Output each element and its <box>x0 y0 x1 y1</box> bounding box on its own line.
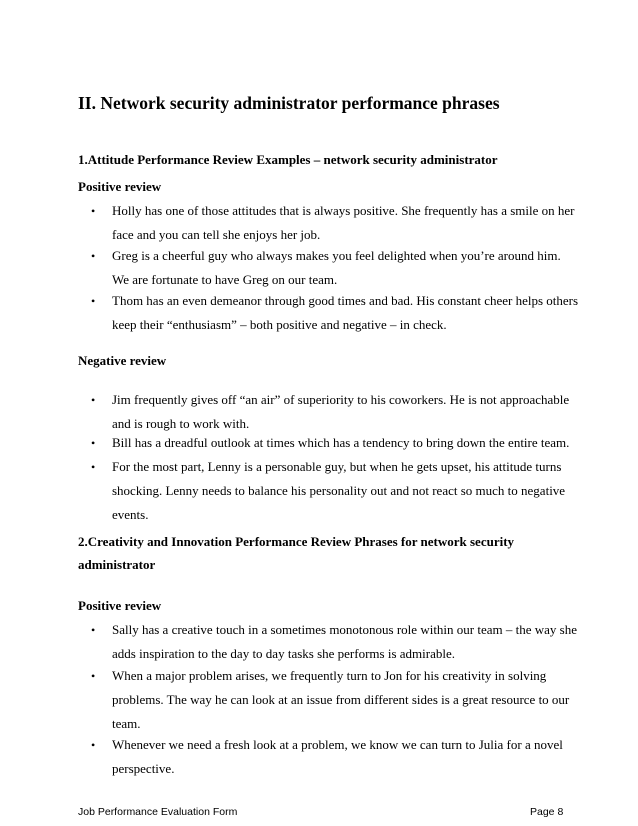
section2-title: 2.Creativity and Innovation Performance Review Phrases for network security <box>78 534 515 549</box>
list-item-line: and is rough to work with. <box>112 416 250 431</box>
section1-negative-label: Negative review <box>78 353 167 368</box>
list-item-line: Thom has an even demeanor through good times and bad. His constant cheer helps others <box>112 293 579 308</box>
list-item-line: Whenever we need a fresh look at a problem, we know we can turn to Julia for a novel <box>112 737 563 752</box>
list-item-line: Sally has a creative touch in a sometimes monotonous role within our team – the way she <box>112 622 578 637</box>
bullet-icon: • <box>91 436 96 450</box>
page-heading: II. Network security administrator performance phrases <box>78 93 500 113</box>
list-item-line: events. <box>112 507 149 522</box>
list-item-line: For the most part, Lenny is a personable guy, but when he gets upset, his attitude turns <box>112 459 562 474</box>
bullet-icon: • <box>91 738 96 752</box>
list-item-line: keep their “enthusiasm” – both positive and negative – in check. <box>112 317 447 332</box>
bullet-icon: • <box>91 669 96 683</box>
list-item-line: We are fortunate to have Greg on our team. <box>112 272 338 287</box>
bullet-icon: • <box>91 249 96 263</box>
list-item-line: perspective. <box>112 761 175 776</box>
list-item-line: Holly has one of those attitudes that is always positive. She frequently has a smile on her <box>112 203 575 218</box>
list-item-line: Greg is a cheerful guy who always makes you feel delighted when you’re around him. <box>112 248 561 263</box>
section1-positive-label: Positive review <box>78 179 162 194</box>
bullet-icon: • <box>91 623 96 637</box>
footer-page-number: Page 8 <box>530 806 564 818</box>
bullet-icon: • <box>91 393 96 407</box>
bullet-icon: • <box>91 294 96 308</box>
bullet-icon: • <box>91 204 96 218</box>
list-item-line: team. <box>112 716 141 731</box>
list-item-line: problems. The way he can look at an issue from different sides is a great resource to our <box>112 692 570 707</box>
section2-title-continued: administrator <box>78 557 156 572</box>
list-item-line: adds inspiration to the day to day tasks she performs is admirable. <box>112 646 455 661</box>
section2-positive-label: Positive review <box>78 598 162 613</box>
list-item-line: shocking. Lenny needs to balance his personality out and not react so much to negative <box>112 483 566 498</box>
list-item-line: When a major problem arises, we frequently turn to Jon for his creativity in solving <box>112 668 547 683</box>
section1-title: 1.Attitude Performance Review Examples – network security administrator <box>78 152 498 167</box>
list-item-line: Bill has a dreadful outlook at times which has a tendency to bring down the entire team. <box>112 435 570 450</box>
footer-form-title: Job Performance Evaluation Form <box>78 806 238 818</box>
bullet-icon: • <box>91 460 96 474</box>
list-item-line: Jim frequently gives off “an air” of superiority to his coworkers. He is not approachable <box>112 392 570 407</box>
list-item-line: face and you can tell she enjoys her job. <box>112 227 321 242</box>
